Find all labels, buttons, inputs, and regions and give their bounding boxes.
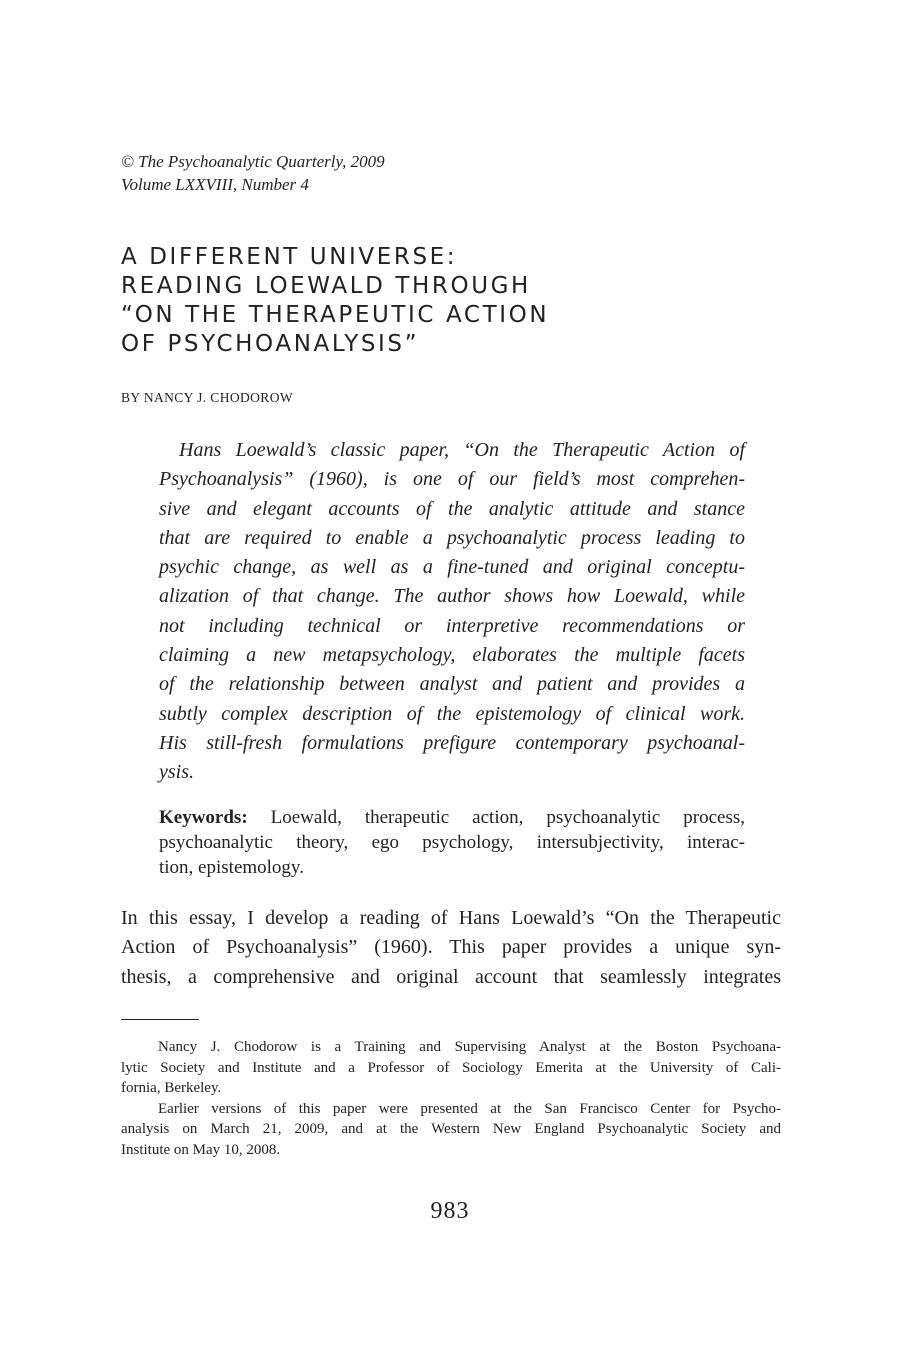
body-line: thesis, a comprehensive and original account that seamlessly integrates — [121, 965, 781, 988]
abstract-line: Psychoanalysis” (1960), is one of our field’s most comprehen- — [159, 468, 745, 491]
journal-name: © The Psychoanalytic Quarterly, 2009 — [121, 152, 385, 171]
title-line: A DIFFERENT UNIVERSE: — [121, 244, 458, 270]
keywords — [159, 805, 745, 880]
abstract-line: ysis. — [159, 761, 194, 784]
abstract-line: His still-fresh formulations prefigure contemporary psychoanal- — [159, 731, 745, 754]
abstract-line: that are required to enable a psychoanalytic process leading to — [159, 526, 745, 549]
abstract-line: Hans Loewald’s classic paper, “On the Therapeutic Action of — [179, 439, 745, 461]
keywords-label: Keywords: — [159, 807, 248, 828]
abstract-line: claiming a new metapsychology, elaborates the multiple facets — [159, 644, 745, 667]
abstract-line: alization of that change. The author shows how Loewald, while — [159, 585, 745, 608]
abstract — [159, 436, 745, 788]
title-line: OF PSYCHOANALYSIS” — [121, 331, 420, 357]
footnote-line: fornia, Berkeley. — [121, 1080, 222, 1096]
body-line: Action of Psychoanalysis” (1960). This paper provides a unique syn- — [121, 936, 781, 959]
title-line: READING LOEWALD THROUGH — [121, 273, 531, 299]
abstract-line: of the relationship between analyst and patient and provides a — [159, 673, 745, 696]
footnote-line: Nancy J. Chodorow is a Training and Supervising Analyst at the Boston Psychoana- — [158, 1039, 781, 1055]
journal-citation — [121, 150, 621, 196]
abstract-line: sive and elegant accounts of the analytic attitude and stance — [159, 497, 745, 520]
keywords-line: psychoanalytic theory, ego psychology, intersubjectivity, interac- — [159, 832, 745, 853]
footnote-line: lytic Society and Institute and a Professor of Sociology Emerita at the University of Cali- — [121, 1059, 781, 1076]
footnote-line: Institute on May 10, 2008. — [121, 1141, 281, 1158]
title-line: “ON THE THERAPEUTIC ACTION — [121, 302, 550, 328]
keywords-text: Loewald, therapeutic action, psychoanalytic process, — [247, 807, 745, 828]
footnote-line: analysis on March 21, 2009, and at the Western New England Psychoanalytic Society and — [121, 1121, 781, 1137]
abstract-line: psychic change, as well as a fine-tuned and original conceptu- — [159, 556, 745, 579]
keywords-line — [159, 805, 745, 830]
author-byline: BY NANCY J. CHODOROW — [121, 390, 294, 405]
abstract-line: not including technical or interpretive recommendations or — [159, 614, 745, 637]
body-line: In this essay, I develop a reading of Hans Loewald’s “On the Therapeutic — [121, 907, 781, 929]
article-title — [121, 243, 761, 359]
journal-volume: Volume LXXVIII, Number 4 — [121, 175, 309, 194]
page-number: 983 — [430, 1198, 470, 1224]
footnotes — [121, 1037, 781, 1160]
keywords-line: tion, epistemology. — [159, 857, 304, 878]
body-text — [121, 904, 781, 992]
footnote-line: Earlier versions of this paper were presented at the San Francisco Center for Psycho- — [158, 1100, 781, 1117]
footnote-rule — [121, 1019, 199, 1020]
abstract-line: subtly complex description of the epistemology of clinical work. — [159, 702, 745, 725]
